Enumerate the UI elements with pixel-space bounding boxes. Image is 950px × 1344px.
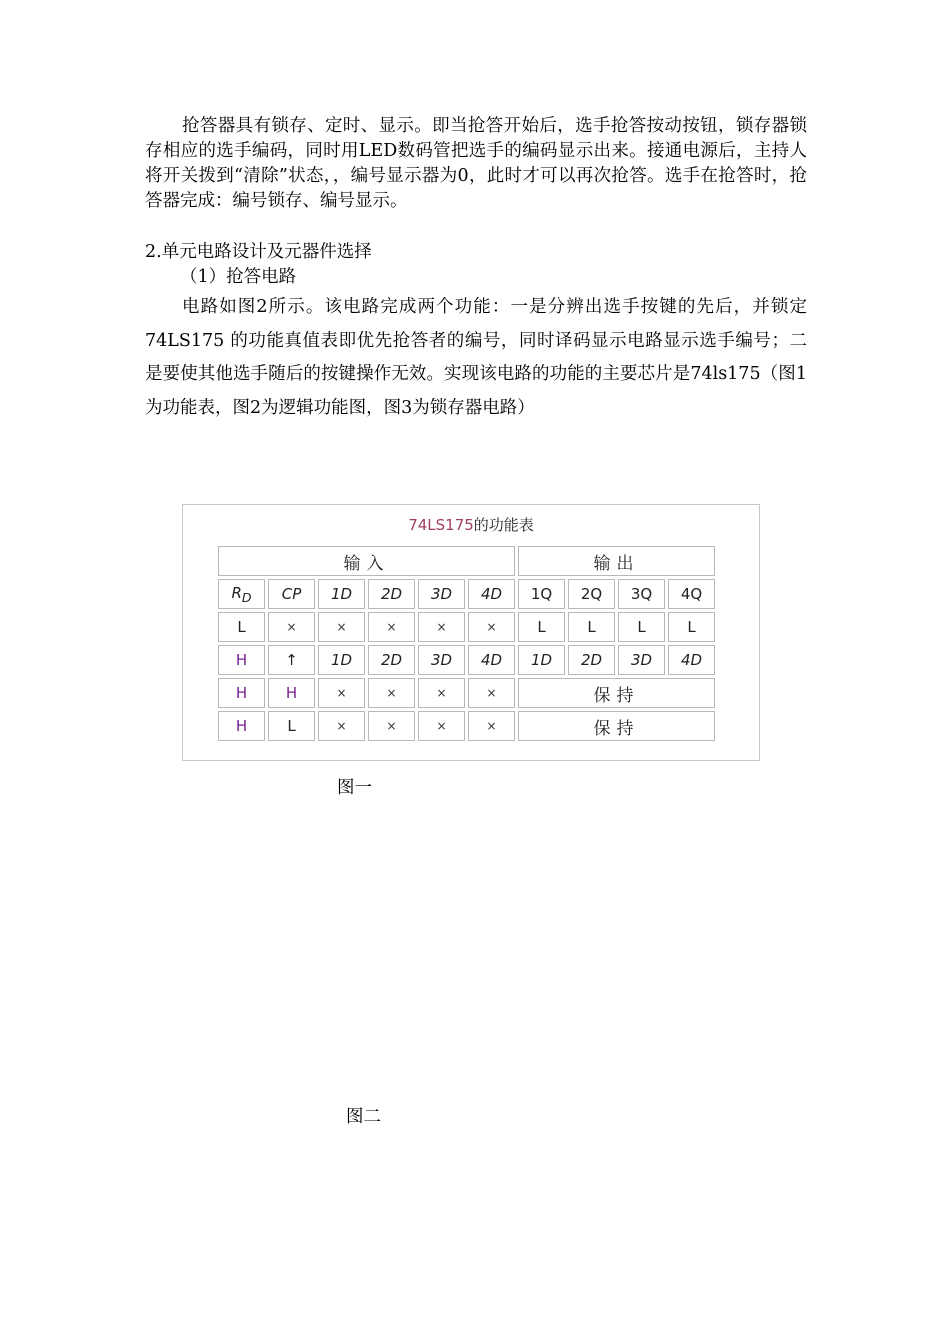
col-3d: 3D [418, 579, 465, 609]
header-output: 输出 [518, 546, 715, 576]
table-column-row [218, 579, 715, 609]
table-cell: 3D [418, 645, 465, 675]
table-cell: × [418, 711, 465, 741]
table-row [218, 612, 715, 642]
circuit-paragraph: 电路如图2所示。该电路完成两个功能：一是分辨出选手按键的先后，并锁定 74LS175 的功能真值表即优先抢答者的编号，同时译码显示电路显示选手编号；二是要使其他选手随后的按键操作无效。实现该电路的功能的主要芯片是74ls175（图1为功能表，图2为逻辑功能图，图3为锁存器电路） [145, 297, 807, 418]
table-cell: × [368, 711, 415, 741]
col-rd [218, 579, 265, 609]
col-4d: 4D [468, 579, 515, 609]
col-rd-main: R [231, 583, 242, 602]
table-cell: H [218, 645, 265, 675]
table-cell: 2D [568, 645, 615, 675]
hold-cell: 保持 [518, 711, 715, 741]
col-4q: 4Q [668, 579, 715, 609]
table-cell: × [418, 612, 465, 642]
table-cell: 1D [318, 645, 365, 675]
table-header-row [218, 546, 715, 576]
table-cell: × [368, 612, 415, 642]
table-cell: L [268, 711, 315, 741]
table-cell: 4D [668, 645, 715, 675]
table-cell: 4D [468, 645, 515, 675]
figure1-caption: 图一 [337, 778, 372, 798]
table-cell: L [568, 612, 615, 642]
table-cell: L [618, 612, 665, 642]
table-cell: × [468, 612, 515, 642]
table-cell: H [268, 678, 315, 708]
col-rd-sub: D [241, 589, 252, 605]
table-cell: L [668, 612, 715, 642]
table-cell: 1D [518, 645, 565, 675]
table-cell: H [218, 678, 265, 708]
table-cell: 2D [368, 645, 415, 675]
figure-title-rest: 的功能表 [473, 516, 534, 534]
function-table-figure [182, 504, 760, 761]
table-cell: 3D [618, 645, 665, 675]
subsection-heading: （1）抢答电路 [180, 267, 297, 287]
col-2d: 2D [368, 579, 415, 609]
table-row [218, 711, 715, 741]
table-cell: × [368, 678, 415, 708]
col-2q: 2Q [568, 579, 615, 609]
col-3q: 3Q [618, 579, 665, 609]
table-cell: × [418, 678, 465, 708]
table-row [218, 678, 715, 708]
figure2-caption: 图二 [346, 1107, 381, 1127]
intro-paragraph: 抢答器具有锁存、定时、显示。即当抢答开始后，选手抢答按动按钮，锁存器锁存相应的选手编码，同时用LED数码管把选手的编码显示出来。接通电源后，主持人将开关拨到“清除”状态，，编号显示器为0，此时才可以再次抢答。选手在抢答时，抢答器完成：编号锁存、编号显示。 [145, 116, 807, 211]
table-cell: × [468, 711, 515, 741]
figure-title-chip: 74LS175 [408, 516, 474, 534]
col-1q: 1Q [518, 579, 565, 609]
table-cell: ↑ [268, 645, 315, 675]
col-1d: 1D [318, 579, 365, 609]
table-cell: × [318, 711, 365, 741]
table-cell: H [218, 711, 265, 741]
table-cell: × [268, 612, 315, 642]
figure-title [183, 514, 759, 535]
table-cell: × [318, 678, 365, 708]
table-cell: × [318, 612, 365, 642]
function-table [215, 543, 718, 744]
hold-cell: 保持 [518, 678, 715, 708]
header-input: 输入 [218, 546, 515, 576]
table-cell: L [518, 612, 565, 642]
table-cell: × [468, 678, 515, 708]
section-heading: 2.单元电路设计及元器件选择 [145, 242, 372, 262]
table-row [218, 645, 715, 675]
col-cp: CP [268, 579, 315, 609]
table-cell: L [218, 612, 265, 642]
